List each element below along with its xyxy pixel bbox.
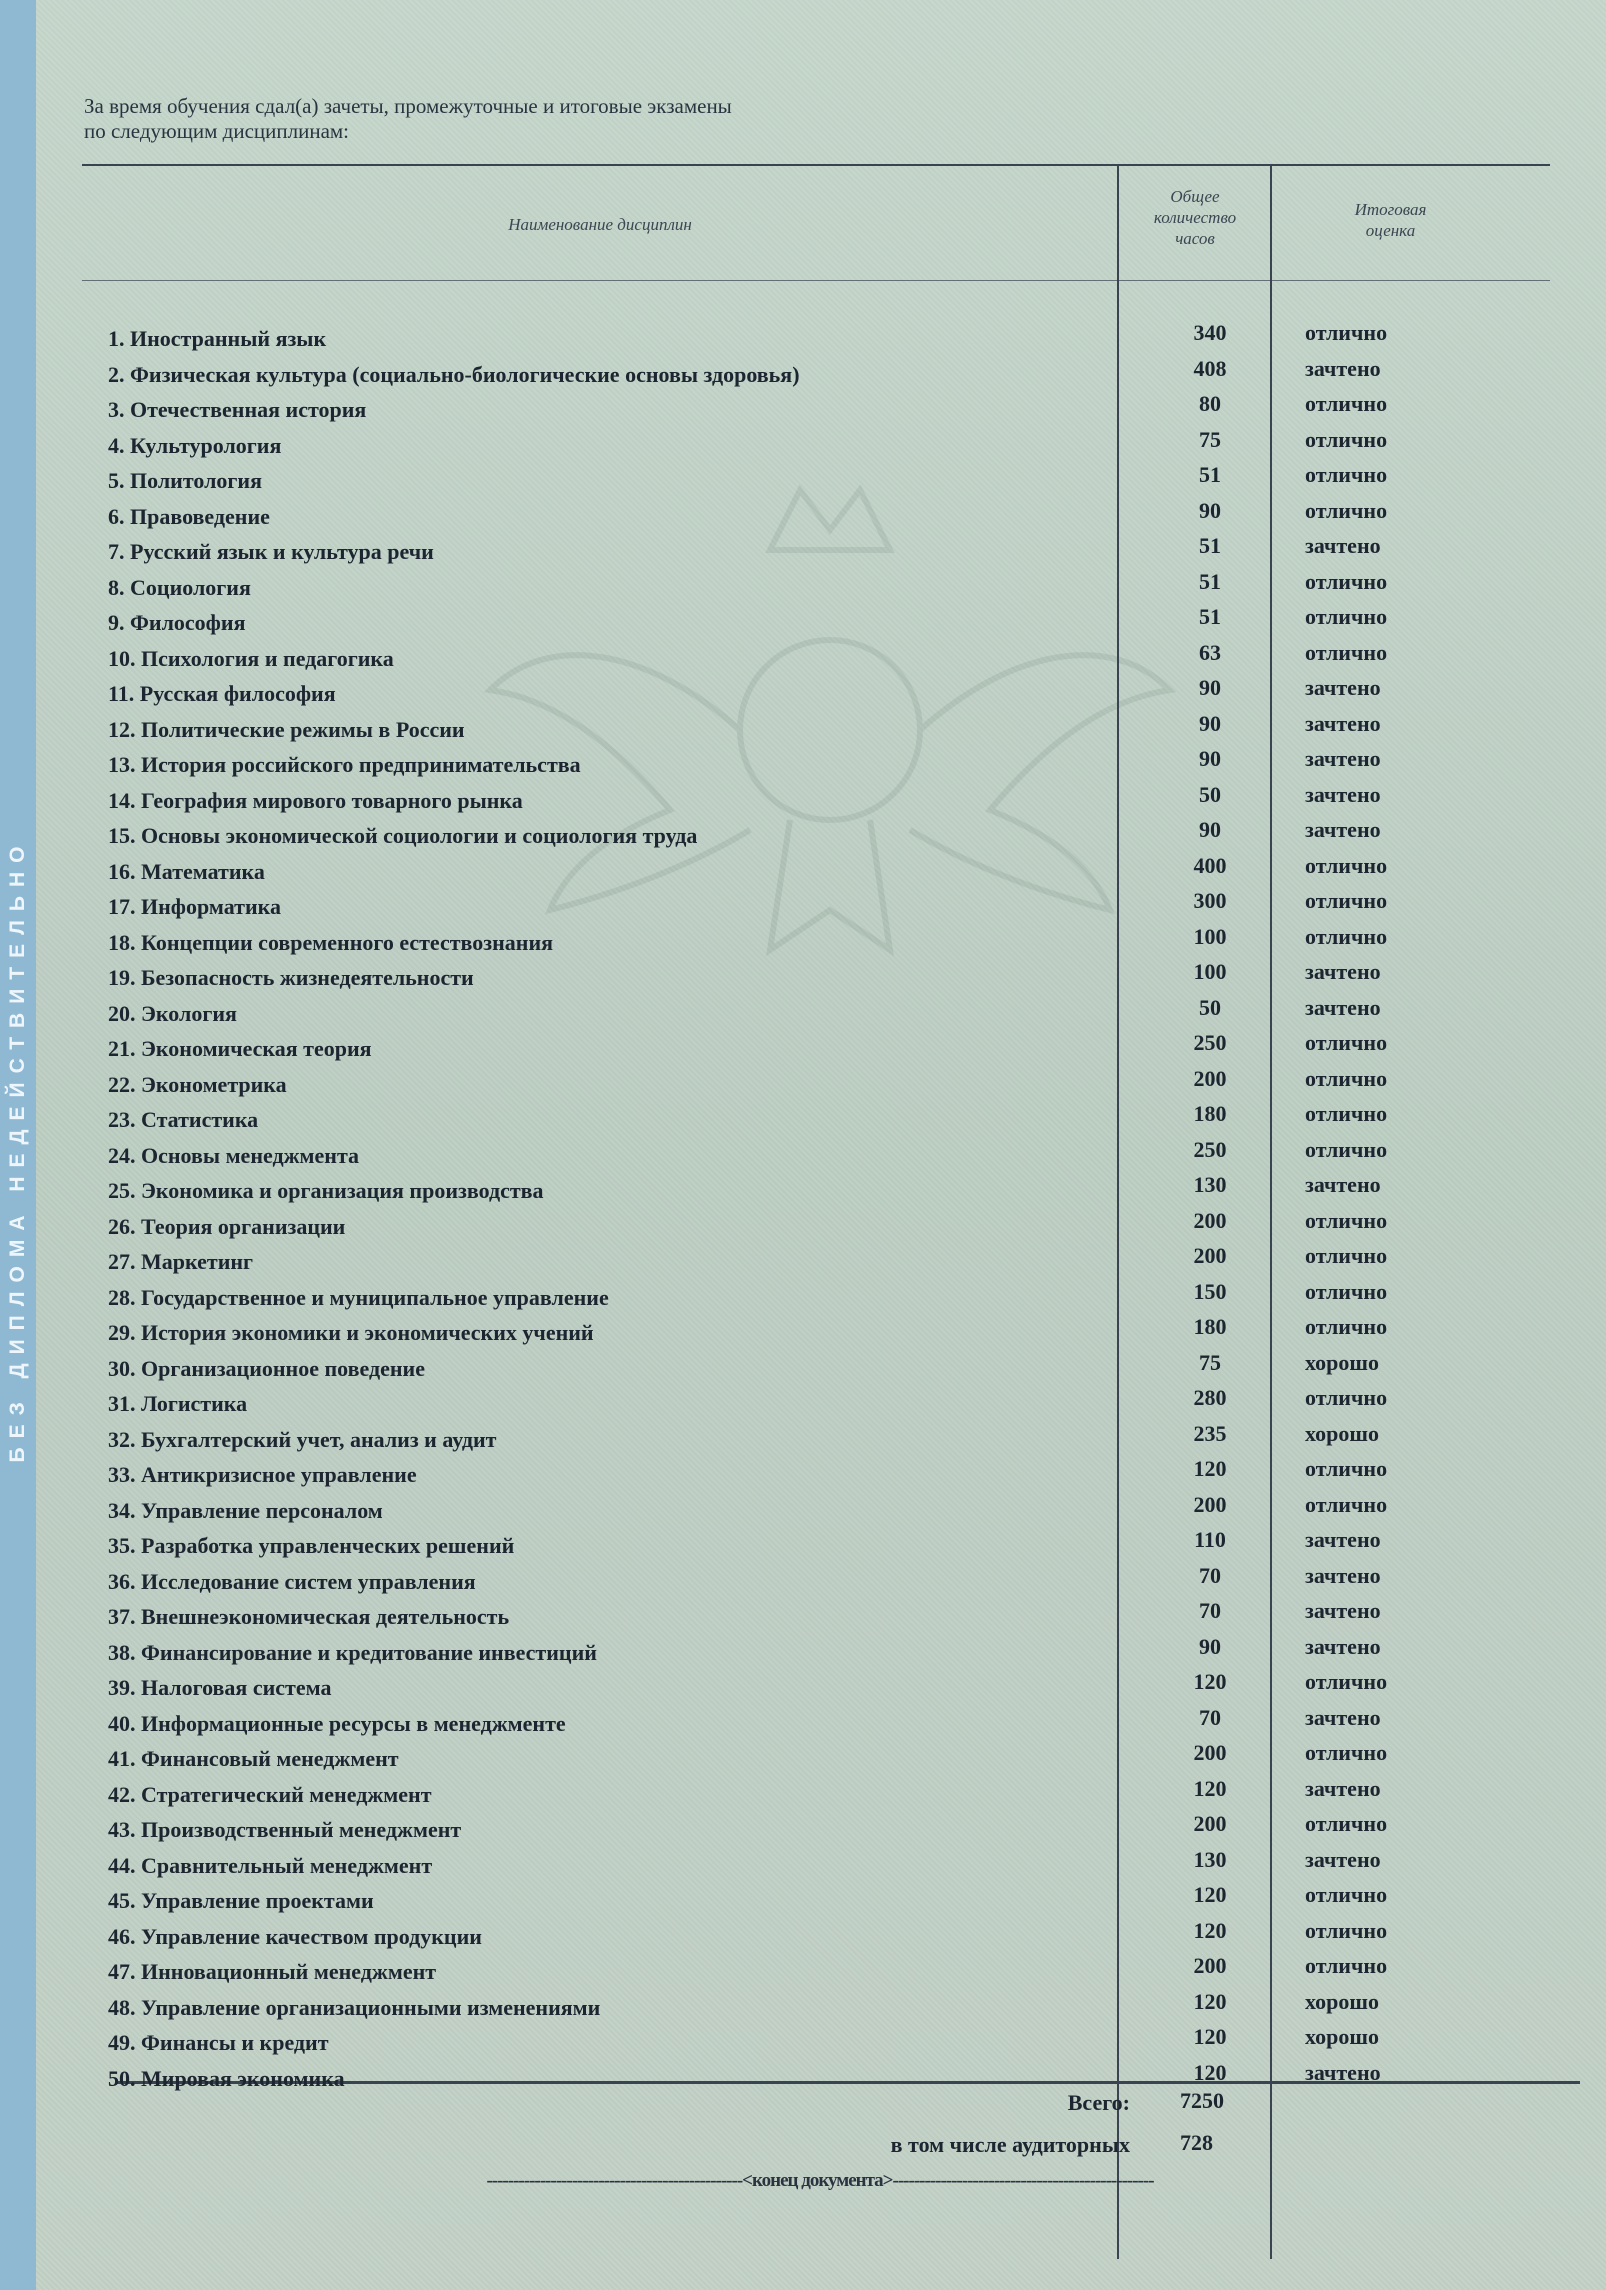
discipline-hours: 400 xyxy=(1193,852,1227,878)
discipline-name: 6. Правоведение xyxy=(108,503,270,529)
discipline-hours: 340 xyxy=(1193,320,1227,345)
discipline-name: 3. Отечественная история xyxy=(108,397,367,422)
discipline-name: 21. Экономическая теория xyxy=(108,1036,372,1061)
discipline-grade: отлично xyxy=(1305,1136,1388,1162)
discipline-grade: зачтено xyxy=(1305,1527,1381,1552)
intro-line-1: За время обучения сдал(а) зачеты, промежуточные и итоговые экзамены xyxy=(84,94,732,118)
discipline-hours: 110 xyxy=(1194,1527,1226,1552)
discipline-hours: 200 xyxy=(1193,1811,1227,1836)
discipline-grade: хорошо xyxy=(1305,1988,1379,2014)
discipline-hours: 200 xyxy=(1193,1953,1227,1978)
discipline-hours: 50 xyxy=(1199,781,1221,807)
discipline-hours: 200 xyxy=(1193,1065,1227,1091)
discipline-grade: отлично xyxy=(1305,1207,1388,1233)
discipline-name: 35. Разработка управленческих решений xyxy=(108,1533,515,1558)
discipline-grade: отлично xyxy=(1305,497,1388,523)
discipline-name: 27. Маркетинг xyxy=(108,1249,254,1274)
discipline-name: 19. Безопасность жизнедеятельности xyxy=(108,965,474,990)
discipline-hours: 100 xyxy=(1193,923,1227,949)
discipline-hours: 250 xyxy=(1193,1030,1227,1055)
discipline-grade: зачтено xyxy=(1305,355,1381,381)
discipline-name: 46. Управление качеством продукции xyxy=(108,1923,482,1949)
discipline-name: 5. Политология xyxy=(108,468,262,493)
discipline-hours: 70 xyxy=(1199,1598,1221,1623)
total-label: Всего: xyxy=(1067,2090,1130,2115)
discipline-grade: отлично xyxy=(1305,1491,1388,1517)
discipline-hours: 90 xyxy=(1199,1633,1221,1659)
discipline-name: 31. Логистика xyxy=(108,1391,248,1416)
total-hours-value: 7250 xyxy=(1180,2088,1224,2113)
discipline-name: 40. Информационные ресурсы в менеджменте xyxy=(108,1710,566,1736)
discipline-name: 4. Культурология xyxy=(108,432,282,458)
discipline-name: 12. Политические режимы в России xyxy=(108,716,465,742)
discipline-name: 8. Социология xyxy=(108,574,251,600)
header-bottom-rule xyxy=(82,280,1550,281)
discipline-grade: отлично xyxy=(1305,1669,1388,1694)
discipline-name: 17. Информатика xyxy=(108,894,282,919)
discipline-name: 16. Математика xyxy=(108,858,265,884)
discipline-hours: 180 xyxy=(1193,1314,1227,1339)
discipline-hours: 50 xyxy=(1199,994,1221,1020)
auditory-hours-label: в том числе аудиторных xyxy=(890,2132,1130,2157)
discipline-name: 45. Управление проектами xyxy=(108,1888,374,1913)
discipline-grade: отлично xyxy=(1305,1278,1388,1304)
discipline-hours: 150 xyxy=(1193,1278,1227,1304)
discipline-name: 30. Организационное поведение xyxy=(108,1355,425,1381)
header-total-hours: Общее количество часов xyxy=(1153,187,1237,248)
discipline-name: 7. Русский язык и культура речи xyxy=(108,539,434,564)
discipline-grade: отлично xyxy=(1305,604,1388,629)
discipline-grade: зачтено xyxy=(1305,959,1381,984)
discipline-hours: 200 xyxy=(1193,1740,1227,1765)
discipline-grade: отлично xyxy=(1305,426,1388,452)
discipline-grade: зачтено xyxy=(1305,1562,1381,1588)
discipline-name: 41. Финансовый менеджмент xyxy=(108,1746,399,1771)
discipline-hours: 130 xyxy=(1193,1172,1227,1197)
discipline-hours: 130 xyxy=(1193,1846,1227,1872)
discipline-hours: 51 xyxy=(1199,568,1221,594)
discipline-name: 10. Психология и педагогика xyxy=(108,645,394,671)
discipline-grade: отлично xyxy=(1305,1917,1388,1943)
discipline-name: 29. История экономики и экономических учений xyxy=(108,1320,594,1345)
end-of-document-marker: ------------------------------------------------<конец документа>------------------------------------------------- xyxy=(486,2170,1154,2191)
discipline-name: 32. Бухгалтерский учет, анализ и аудит xyxy=(108,1426,497,1452)
discipline-hours: 75 xyxy=(1199,426,1221,452)
discipline-grade: отлично xyxy=(1305,923,1388,949)
header-final-grade: Итоговая оценка xyxy=(1354,200,1427,240)
discipline-hours: 51 xyxy=(1199,462,1221,487)
discipline-name: 22. Эконометрика xyxy=(108,1071,287,1097)
discipline-grade: отлично xyxy=(1305,852,1388,878)
discipline-hours: 120 xyxy=(1193,1882,1227,1907)
discipline-hours: 280 xyxy=(1193,1385,1227,1410)
discipline-grade: зачтено xyxy=(1305,1172,1381,1197)
discipline-name: 49. Финансы и кредит xyxy=(108,2030,329,2055)
discipline-grade: отлично xyxy=(1305,391,1388,416)
discipline-name: 36. Исследование систем управления xyxy=(108,1568,476,1594)
header-discipline-name: Наименование дисциплин xyxy=(508,215,692,234)
discipline-hours: 70 xyxy=(1199,1704,1221,1730)
discipline-name: 14. География мирового товарного рынка xyxy=(108,787,523,813)
discipline-grade: зачтено xyxy=(1305,1633,1381,1659)
discipline-hours: 63 xyxy=(1199,639,1221,665)
discipline-name: 1. Иностранный язык xyxy=(108,326,327,351)
discipline-name: 43. Производственный менеджмент xyxy=(108,1817,462,1842)
discipline-name: 33. Антикризисное управление xyxy=(108,1462,417,1487)
discipline-name: 44. Сравнительный менеджмент xyxy=(108,1852,433,1878)
discipline-grade: зачтено xyxy=(1305,710,1381,736)
discipline-hours: 100 xyxy=(1193,959,1227,984)
discipline-hours: 120 xyxy=(1193,2059,1227,2085)
side-watermark-text: БЕЗ ДИПЛОМА НЕДЕЙСТВИТЕЛЬНО xyxy=(6,837,29,1463)
discipline-hours: 90 xyxy=(1199,497,1221,523)
discipline-grade: отлично xyxy=(1305,1243,1388,1268)
discipline-hours: 51 xyxy=(1199,604,1221,629)
discipline-grade: зачтено xyxy=(1305,1704,1381,1730)
discipline-grade: хорошо xyxy=(1305,1349,1379,1375)
discipline-hours: 120 xyxy=(1193,1669,1227,1694)
discipline-grade: зачтено xyxy=(1305,533,1381,558)
discipline-grade: зачтено xyxy=(1305,2059,1381,2085)
discipline-hours: 90 xyxy=(1199,710,1221,736)
discipline-hours: 300 xyxy=(1193,888,1227,913)
discipline-grade: отлично xyxy=(1305,888,1388,913)
discipline-name: 48. Управление организационными изменениями xyxy=(108,1994,601,2020)
discipline-grade: зачтено xyxy=(1305,1598,1381,1623)
discipline-grade: отлично xyxy=(1305,1101,1388,1126)
discipline-grade: отлично xyxy=(1305,1065,1388,1091)
discipline-hours: 80 xyxy=(1199,391,1221,416)
discipline-hours: 200 xyxy=(1193,1207,1227,1233)
discipline-name: 37. Внешнеэкономическая деятельность xyxy=(108,1604,510,1629)
discipline-grade: отлично xyxy=(1305,1882,1388,1907)
discipline-grade: зачтено xyxy=(1305,817,1381,842)
discipline-hours: 408 xyxy=(1193,355,1227,381)
discipline-hours: 235 xyxy=(1193,1420,1227,1446)
discipline-hours: 70 xyxy=(1199,1562,1221,1588)
discipline-name: 24. Основы менеджмента xyxy=(108,1142,360,1168)
discipline-grade: зачтено xyxy=(1305,781,1381,807)
discipline-grade: отлично xyxy=(1305,639,1388,665)
discipline-hours: 120 xyxy=(1193,1917,1227,1943)
discipline-grade: отлично xyxy=(1305,1811,1388,1836)
discipline-name: 13. История российского предпринимательства xyxy=(108,752,581,777)
discipline-name: 18. Концепции современного естествознания xyxy=(108,929,554,955)
discipline-grade: отлично xyxy=(1305,1740,1388,1765)
discipline-name: 15. Основы экономической социологии и социология труда xyxy=(108,823,698,848)
discipline-hours: 120 xyxy=(1193,1456,1227,1481)
discipline-name: 50. Мировая экономика xyxy=(108,2065,345,2091)
discipline-hours: 120 xyxy=(1193,2024,1227,2049)
intro-text xyxy=(84,94,1184,144)
discipline-name: 34. Управление персоналом xyxy=(108,1497,383,1523)
discipline-grade: отлично xyxy=(1305,1456,1388,1481)
discipline-name: 47. Инновационный менеджмент xyxy=(108,1959,437,1984)
discipline-grade: зачтено xyxy=(1305,1775,1381,1801)
discipline-grade: зачтено xyxy=(1305,994,1381,1020)
discipline-grade: отлично xyxy=(1305,462,1388,487)
discipline-name: 11. Русская философия xyxy=(108,681,336,706)
discipline-grade: отлично xyxy=(1305,568,1388,594)
discipline-name: 38. Финансирование и кредитование инвестиций xyxy=(108,1639,597,1665)
discipline-grade: зачтено xyxy=(1305,675,1381,700)
discipline-name: 42. Стратегический менеджмент xyxy=(108,1781,432,1807)
discipline-hours: 200 xyxy=(1193,1491,1227,1517)
discipline-grade: зачтено xyxy=(1305,746,1381,771)
discipline-hours: 120 xyxy=(1193,1775,1227,1801)
table-top-rule xyxy=(82,164,1550,166)
discipline-grade: зачтено xyxy=(1305,1846,1381,1872)
discipline-name: 2. Физическая культура (социально-биологические основы здоровья) xyxy=(108,361,800,387)
discipline-grade: отлично xyxy=(1305,1953,1388,1978)
auditory-hours-value: 728 xyxy=(1180,2130,1213,2155)
discipline-hours: 90 xyxy=(1199,746,1221,771)
discipline-hours: 120 xyxy=(1193,1988,1227,2014)
discipline-grade: отлично xyxy=(1305,320,1388,345)
discipline-hours: 200 xyxy=(1193,1243,1227,1268)
discipline-grade: хорошо xyxy=(1305,1420,1379,1446)
discipline-hours: 90 xyxy=(1199,675,1221,700)
discipline-grade: хорошо xyxy=(1305,2024,1379,2049)
discipline-hours: 180 xyxy=(1193,1101,1227,1126)
discipline-name: 26. Теория организации xyxy=(108,1213,346,1239)
discipline-name: 20. Экология xyxy=(108,1000,237,1026)
table-row xyxy=(0,2059,1606,2101)
discipline-grade: отлично xyxy=(1305,1314,1388,1339)
discipline-name: 39. Налоговая система xyxy=(108,1675,332,1700)
discipline-hours: 51 xyxy=(1199,533,1221,558)
discipline-hours: 75 xyxy=(1199,1349,1221,1375)
discipline-hours: 90 xyxy=(1199,817,1221,842)
discipline-grade: отлично xyxy=(1305,1030,1388,1055)
discipline-grade: отлично xyxy=(1305,1385,1388,1410)
discipline-name: 9. Философия xyxy=(108,610,246,635)
discipline-name: 23. Статистика xyxy=(108,1107,259,1132)
intro-line-2: по следующим дисциплинам: xyxy=(84,119,350,143)
discipline-name: 25. Экономика и организация производства xyxy=(108,1178,544,1203)
discipline-name: 28. Государственное и муниципальное управление xyxy=(108,1284,609,1310)
discipline-hours: 250 xyxy=(1193,1136,1227,1162)
